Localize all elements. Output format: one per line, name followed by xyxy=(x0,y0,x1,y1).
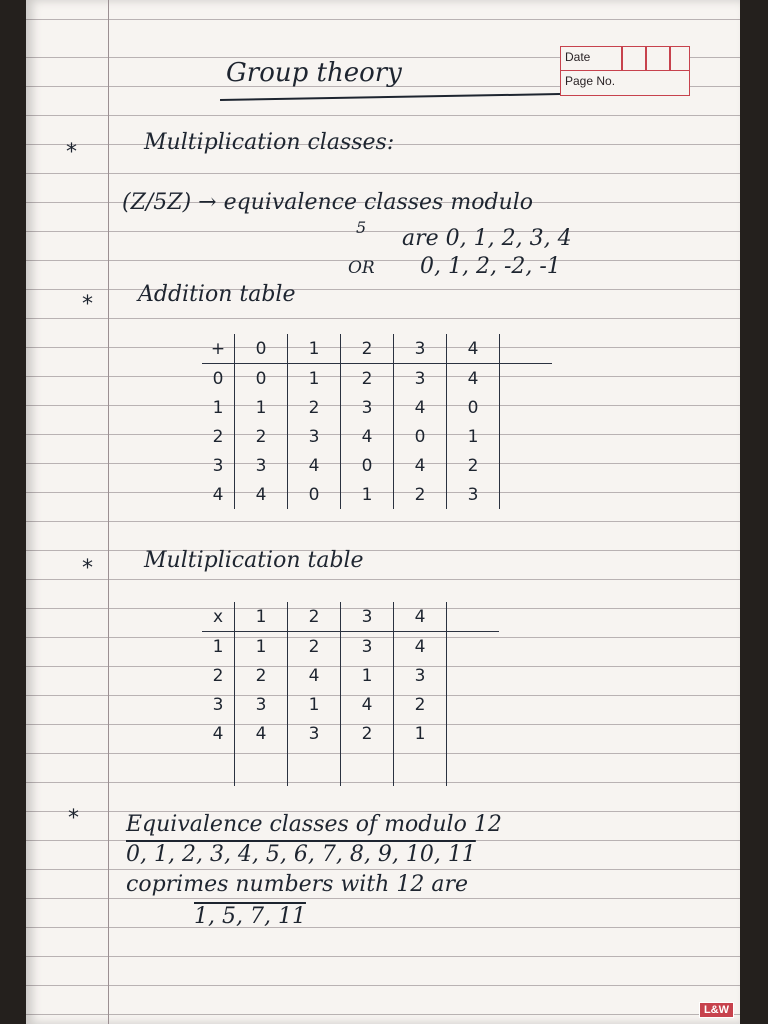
table-cell: 4 xyxy=(394,602,447,632)
section-heading-multiplication: Multiplication table xyxy=(144,548,364,573)
table-cell xyxy=(500,334,553,364)
table-cell: 1 xyxy=(341,480,394,509)
brand-logo: L&W xyxy=(699,1002,734,1018)
page-title: Group theory xyxy=(226,58,402,88)
table-cell xyxy=(235,748,288,786)
table-cell: 0 xyxy=(341,451,394,480)
table-cell: 3 xyxy=(288,719,341,748)
table-cell xyxy=(447,748,500,786)
date-page-box xyxy=(560,46,690,96)
table-cell: 1 xyxy=(288,334,341,364)
table-cell: 2 xyxy=(212,665,224,686)
table-cell: 4 xyxy=(288,451,341,480)
table-cell xyxy=(341,748,394,786)
coprimes-list: 1, 5, 7, 11 xyxy=(194,904,306,929)
table-cell: 1 xyxy=(341,661,394,690)
table-cell: 1 xyxy=(235,632,288,662)
coprimes-text: coprimes numbers with 12 are xyxy=(126,872,468,897)
modulus-number: 5 xyxy=(356,218,367,237)
table-cell: 3 xyxy=(447,480,500,509)
modulo-12-classes: 0, 1, 2, 3, 4, 5, 6, 7, 8, 9, 10, 11 xyxy=(126,842,476,867)
table-cell xyxy=(500,422,553,451)
table-cell: 3 xyxy=(212,694,224,715)
table-row xyxy=(202,719,499,748)
table-cell: 1 xyxy=(447,422,500,451)
table-cell: 1 xyxy=(394,719,447,748)
table-row xyxy=(202,690,499,719)
table-header-row xyxy=(202,602,499,632)
divider xyxy=(645,47,647,70)
table-cell: 2 xyxy=(235,422,288,451)
table-cell: 0 xyxy=(288,480,341,509)
table-cell: 2 xyxy=(288,602,341,632)
table-cell: 1 xyxy=(288,690,341,719)
table-cell: 0 xyxy=(394,422,447,451)
table-cell: 2 xyxy=(394,690,447,719)
addition-table xyxy=(202,334,552,509)
bullet-star: * xyxy=(82,292,93,317)
table-cell: 4 xyxy=(212,484,224,505)
table-cell: 3 xyxy=(341,602,394,632)
table-cell: 4 xyxy=(235,719,288,748)
table-cell: 2 xyxy=(341,364,394,394)
title-underline xyxy=(220,93,560,101)
table-cell: 4 xyxy=(394,632,447,662)
table-cell xyxy=(500,480,553,509)
section-heading-multiplication-classes: Multiplication classes: xyxy=(144,130,395,155)
table-cell: 2 xyxy=(288,393,341,422)
table-cell: 1 xyxy=(235,602,288,632)
table-cell xyxy=(447,661,500,690)
table-cell: 3 xyxy=(394,364,447,394)
table-cell xyxy=(394,748,447,786)
table-cell xyxy=(447,632,500,662)
bullet-star: * xyxy=(66,140,77,165)
table-cell: 4 xyxy=(447,364,500,394)
alt-classes-list: 0, 1, 2, -2, -1 xyxy=(420,254,561,279)
table-cell xyxy=(288,748,341,786)
table-row xyxy=(202,632,499,662)
table-row xyxy=(202,661,499,690)
bullet-star: * xyxy=(68,806,79,831)
table-row xyxy=(202,393,552,422)
table-cell: 2 xyxy=(341,334,394,364)
table-cell: 2 xyxy=(341,719,394,748)
table-cell xyxy=(447,602,500,632)
table-cell: 2 xyxy=(288,632,341,662)
table-cell: 1 xyxy=(235,393,288,422)
table-header-row xyxy=(202,334,552,364)
table-cell: 1 xyxy=(212,397,224,418)
table-cell: 4 xyxy=(212,723,224,744)
table-cell: 0 xyxy=(447,393,500,422)
table-cell: x xyxy=(202,602,235,632)
section-heading-equivalence: Equivalence classes of modulo 12 xyxy=(126,812,502,837)
equivalence-line: (Z/5Z) → equivalence classes modulo xyxy=(122,190,533,215)
table-cell xyxy=(500,451,553,480)
table-cell: 2 xyxy=(447,451,500,480)
margin-line xyxy=(108,0,109,1024)
divider xyxy=(621,47,623,70)
section-heading-addition: Addition table xyxy=(138,282,296,307)
table-row xyxy=(202,364,552,394)
date-row xyxy=(561,47,689,71)
table-cell: 4 xyxy=(341,690,394,719)
table-cell: 4 xyxy=(235,480,288,509)
table-cell: 0 xyxy=(235,364,288,394)
table-cell: 3 xyxy=(341,393,394,422)
table-cell: 4 xyxy=(447,334,500,364)
table-cell: 2 xyxy=(212,426,224,447)
or-label: OR xyxy=(348,258,375,278)
date-label: Date xyxy=(565,50,591,64)
bullet-star: * xyxy=(82,556,93,581)
table-cell: 0 xyxy=(212,368,224,389)
table-cell xyxy=(447,690,500,719)
table-cell: 4 xyxy=(288,661,341,690)
table-row xyxy=(202,748,499,786)
classes-list: are 0, 1, 2, 3, 4 xyxy=(402,226,572,251)
table-cell: 1 xyxy=(288,364,341,394)
table-cell: 3 xyxy=(341,632,394,662)
table-cell: 4 xyxy=(341,422,394,451)
table-cell: 1 xyxy=(212,636,224,657)
table-cell: 4 xyxy=(394,451,447,480)
table-cell: 2 xyxy=(394,480,447,509)
notebook-page xyxy=(26,0,740,1024)
table-cell: 3 xyxy=(288,422,341,451)
table-cell xyxy=(447,719,500,748)
table-cell: 2 xyxy=(235,661,288,690)
table-cell: 3 xyxy=(235,690,288,719)
table-cell: 3 xyxy=(212,455,224,476)
table-cell xyxy=(500,393,553,422)
table-cell: 0 xyxy=(235,334,288,364)
page-no-row xyxy=(561,71,689,95)
page-no-label: Page No. xyxy=(565,74,616,88)
table-cell: 3 xyxy=(235,451,288,480)
multiplication-table xyxy=(202,602,499,786)
table-row xyxy=(202,480,552,509)
divider xyxy=(669,47,671,70)
table-cell: 3 xyxy=(394,661,447,690)
table-cell: 3 xyxy=(394,334,447,364)
table-cell: 4 xyxy=(394,393,447,422)
table-cell: + xyxy=(202,334,235,364)
table-cell xyxy=(202,748,235,786)
table-cell xyxy=(500,364,553,394)
table-row xyxy=(202,422,552,451)
table-row xyxy=(202,451,552,480)
